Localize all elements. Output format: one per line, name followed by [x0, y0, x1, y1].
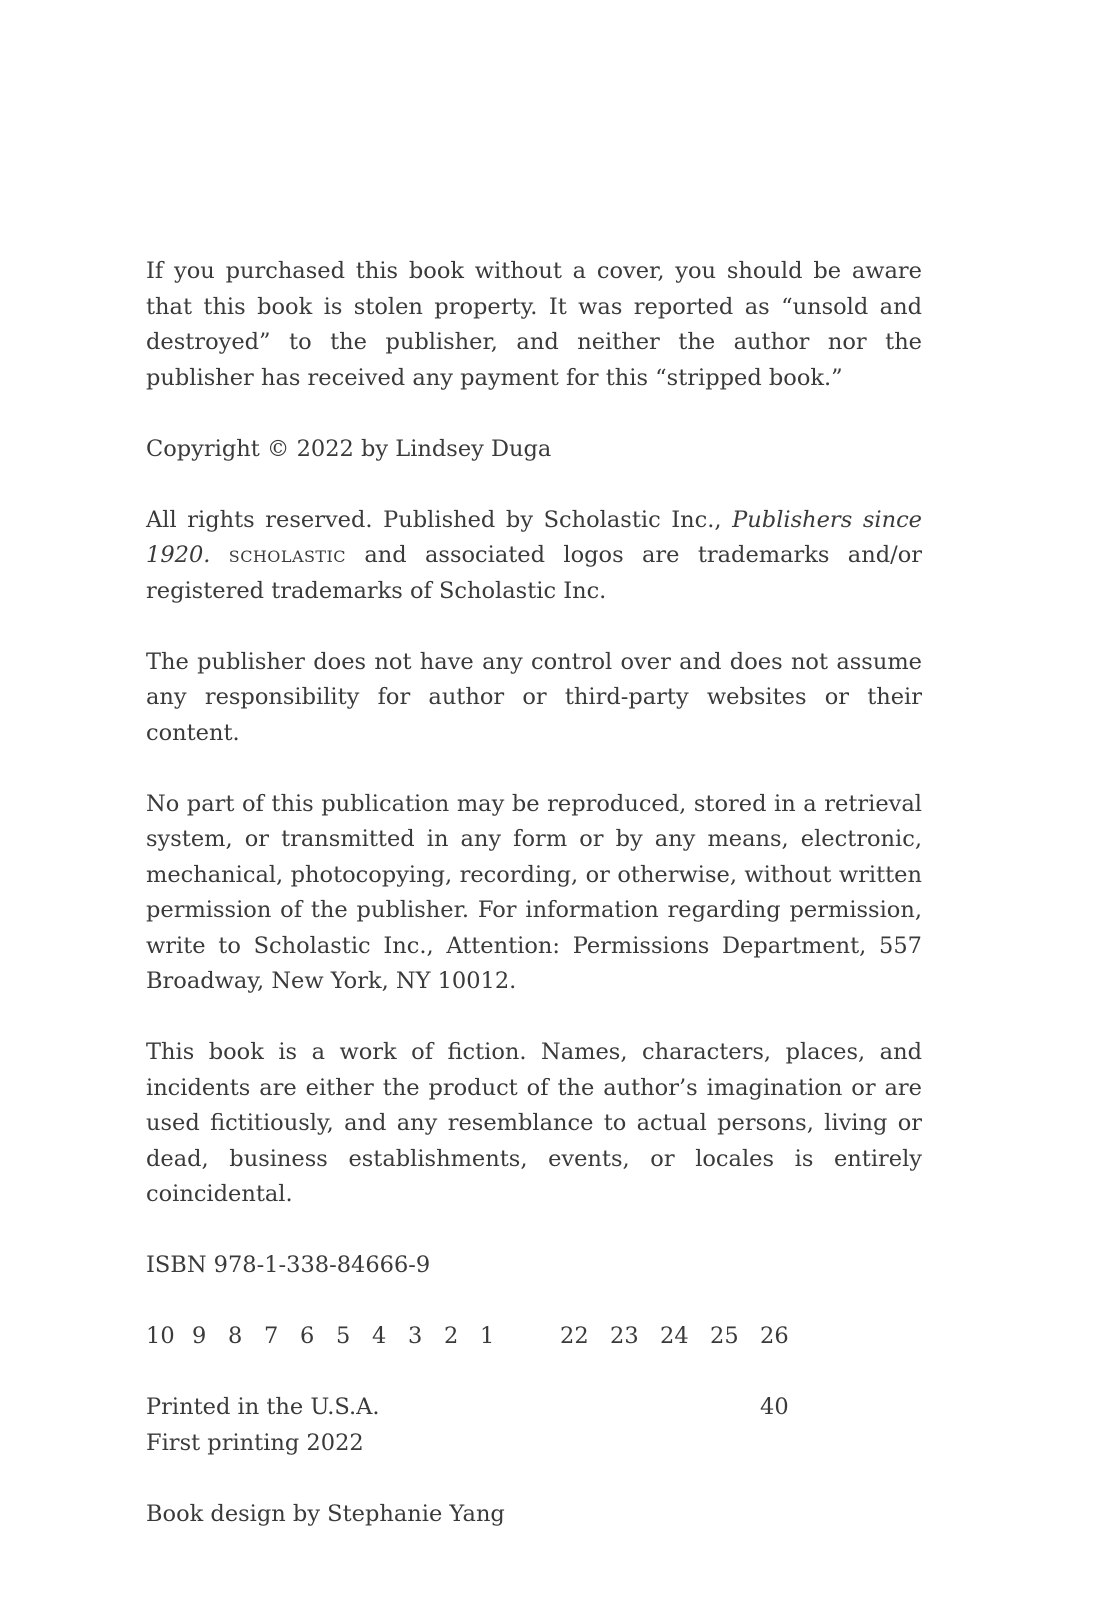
year-number: 23: [610, 1323, 639, 1349]
printing-number: 5: [336, 1323, 351, 1349]
printing-number: 4: [372, 1323, 387, 1349]
printing-number: 3: [408, 1323, 423, 1349]
printing-number: 1: [480, 1323, 495, 1349]
copyright-page: [146, 254, 922, 1568]
year-number: 24: [660, 1323, 689, 1349]
printing-number: 2: [444, 1323, 459, 1349]
printing-number-line: [146, 1319, 922, 1355]
printing-number: 10: [146, 1323, 175, 1349]
isbn: ISBN 978-1-338-84666-9: [146, 1252, 431, 1278]
rights-statement: [146, 503, 922, 610]
printer-code: 40: [760, 1394, 789, 1420]
publishers-since: Publishers since 1920.: [146, 506, 922, 568]
printing-number: 6: [300, 1323, 315, 1349]
stripped-book-notice: If you purchased this book without a cover, you should be aware that this book is stolen property. It was reported as “unsold and destroyed” to the publisher, and neither the author nor the publisher has received any payment for this “stripped book.”: [146, 258, 922, 391]
rights-lead: All rights reserved. Published by Scholastic Inc.,: [146, 506, 733, 533]
printing-number: 7: [264, 1323, 279, 1349]
year-number: 26: [760, 1323, 789, 1349]
year-number: 25: [710, 1323, 739, 1349]
printing-number: 8: [228, 1323, 243, 1349]
copyright-line: Copyright © 2022 by Lindsey Duga: [146, 435, 552, 462]
scholastic-trademark: scholastic: [228, 542, 346, 568]
fiction-disclaimer: This book is a work of fiction. Names, characters, places, and incidents are either the product of the author’s imagination or are used fictitiously, and any resemblance to actual persons, living or dead, business establishments, events, or locales is entirely coincidental.: [146, 1039, 922, 1207]
reproduction-notice: No part of this publication may be reproduced, stored in a retrieval system, or transmitted in any form or by any means, electronic, mechanical, photocopying, recording, or otherwise, without written permission of the publisher. For information regarding permission, write to Scholastic Inc., Attention: Permissions Department, 557 Broadway, New York, NY 10012.: [146, 790, 922, 994]
printed-in: Printed in the U.S.A.: [146, 1394, 380, 1420]
rights-trademark-text: and associated logos are trademarks and/or registered trademarks of Scholastic Inc.: [146, 542, 923, 604]
year-number: 22: [560, 1323, 589, 1349]
first-printing: First printing 2022: [146, 1429, 364, 1456]
printing-number: 9: [192, 1323, 207, 1349]
third-party-disclaimer: The publisher does not have any control over and does not assume any responsibility for author or third-party websites or their content.: [146, 648, 922, 746]
book-design-credit: Book design by Stephanie Yang: [146, 1500, 505, 1527]
printing-info: [146, 1390, 922, 1461]
